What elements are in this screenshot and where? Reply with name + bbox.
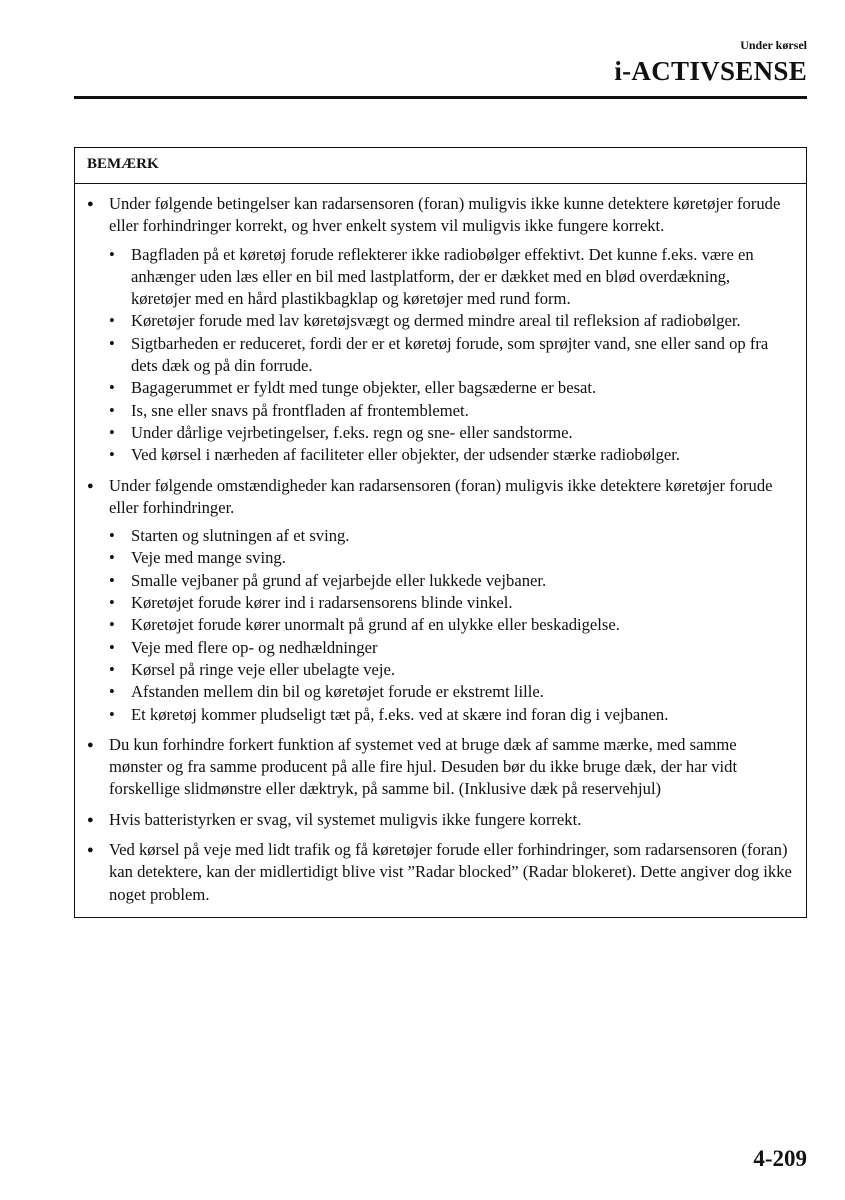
note-subitem <box>109 333 794 378</box>
bullet-icon: • <box>109 637 115 657</box>
note-subitem-text: Bagfladen på et køretøj forude reflekterer ikke radiobølger effektivt. Det kunne f.eks. være en anhænger uden læs eller en bil med lastplatform, der er dækket med en blød overdækning, køretøjer med en hård plastikbagklap og køretøjer med rund form. <box>131 244 754 309</box>
note-item-text: Du kun forhindre forkert funktion af systemet ved at bruge dæk af samme mærke, med samme mønster og fra samme producent på alle fire hjul. Desuden bør du ikke bruge dæk, der har vidt forskellige slidmønstre eller dæktryk, på samme bil. (Inklusive dæk på reservehjul) <box>109 734 738 799</box>
note-item-text: Under følgende betingelser kan radarsensoren (foran) muligvis ikke kunne detektere køretøjer forude eller forhindringer korrekt, og hver enkelt system vil muligvis ikke fungere korrekt. <box>109 194 781 236</box>
note-item <box>87 193 794 467</box>
note-item <box>87 475 794 726</box>
page-number: 4-209 <box>753 1146 807 1171</box>
note-subitem-text: Kørsel på ringe veje eller ubelagte veje. <box>131 659 395 679</box>
note-subitem-text: Ved kørsel i nærheden af faciliteter eller objekter, der udsender stærke radiobølger. <box>131 445 681 465</box>
bullet-icon: • <box>109 311 115 331</box>
note-subitem <box>109 704 794 726</box>
note-subitem <box>109 310 794 332</box>
note-sublist <box>109 525 794 726</box>
note-subitem-text: Afstanden mellem din bil og køretøjet forude er ekstremt lille. <box>131 682 544 702</box>
note-item <box>87 809 794 831</box>
note-item <box>87 839 794 906</box>
header-rule <box>74 96 807 99</box>
note-subitem <box>109 377 794 399</box>
note-subitem-text: Sigtbarheden er reduceret, fordi der er et køretøj forude, som sprøjter vand, sne eller sand op fra dets dæk og på din forrude. <box>131 333 769 376</box>
bullet-icon: • <box>109 548 115 568</box>
note-subitem-text: Et køretøj kommer pludseligt tæt på, f.eks. ved at skære ind foran dig i vejbanen. <box>131 704 669 724</box>
note-body <box>75 184 806 917</box>
note-subitem <box>109 422 794 444</box>
note-item-text: Under følgende omstændigheder kan radarsensoren (foran) muligvis ikke detektere køretøjer forude eller forhindringer. <box>109 475 773 517</box>
note-list <box>87 193 794 906</box>
note-subitem-text: Veje med flere op- og nedhældninger <box>131 637 378 657</box>
note-subitem-text: Is, sne eller snavs på frontfladen af frontemblemet. <box>131 400 469 420</box>
note-subitem-text: Bagagerummet er fyldt med tunge objekter, eller bagsæderne er besat. <box>131 378 597 398</box>
bullet-icon: • <box>109 400 115 420</box>
note-sublist <box>109 244 794 467</box>
note-subitem-text: Veje med mange sving. <box>131 548 286 568</box>
bullet-icon: • <box>109 244 115 264</box>
bullet-icon: • <box>109 615 115 635</box>
note-subitem <box>109 681 794 703</box>
bullet-icon: • <box>109 659 115 679</box>
bullet-icon: • <box>109 422 115 442</box>
bullet-icon: • <box>109 445 115 465</box>
note-subitem <box>109 592 794 614</box>
note-subitem <box>109 547 794 569</box>
bullet-icon: • <box>109 333 115 353</box>
chapter-title: i-ACTIVSENSE <box>614 56 807 86</box>
bullet-icon: ● <box>87 479 94 492</box>
note-item-text: Ved kørsel på veje med lidt trafik og få køretøjer forude eller forhindringer, som radarsensoren (foran) kan detektere, kan der midlertidigt blive vist ”Radar blocked” (Radar blokeret). Dette angiver dog ikke noget problem. <box>109 840 792 904</box>
bullet-icon: • <box>109 704 115 724</box>
note-subitem-text: Køretøjer forude med lav køretøjsvægt og dermed mindre areal til refleksion af radiobølger. <box>131 311 741 331</box>
bullet-icon: ● <box>87 738 94 751</box>
bullet-icon: • <box>109 378 115 398</box>
note-subitem <box>109 244 794 311</box>
note-subitem <box>109 525 794 547</box>
note-subitem <box>109 400 794 422</box>
note-title: BEMÆRK <box>75 148 806 184</box>
note-subitem <box>109 444 794 466</box>
section-label: Under kørsel <box>740 38 807 52</box>
note-item <box>87 734 794 801</box>
bullet-icon: ● <box>87 198 94 210</box>
bullet-icon: ● <box>87 844 94 857</box>
bullet-icon: • <box>109 682 115 702</box>
note-subitem <box>109 637 794 659</box>
note-subitem-text: Under dårlige vejrbetingelser, f.eks. regn og sne- eller sandstorme. <box>131 422 573 442</box>
note-subitem-text: Smalle vejbaner på grund af vejarbejde eller lukkede vejbaner. <box>131 570 547 590</box>
note-subitem-text: Køretøjet forude kører unormalt på grund af en ulykke eller beskadigelse. <box>131 615 620 635</box>
note-item-text: Hvis batteristyrken er svag, vil systemet muligvis ikke fungere korrekt. <box>109 809 582 829</box>
bullet-icon: • <box>109 593 115 613</box>
note-subitem <box>109 659 794 681</box>
bullet-icon: • <box>109 570 115 590</box>
note-subitem <box>109 614 794 636</box>
bullet-icon: • <box>109 526 115 546</box>
bullet-icon: ● <box>87 813 94 826</box>
note-subitem-text: Starten og slutningen af et sving. <box>131 526 350 546</box>
note-subitem <box>109 570 794 592</box>
note-box <box>74 147 807 918</box>
note-subitem-text: Køretøjet forude kører ind i radarsensorens blinde vinkel. <box>131 593 513 613</box>
